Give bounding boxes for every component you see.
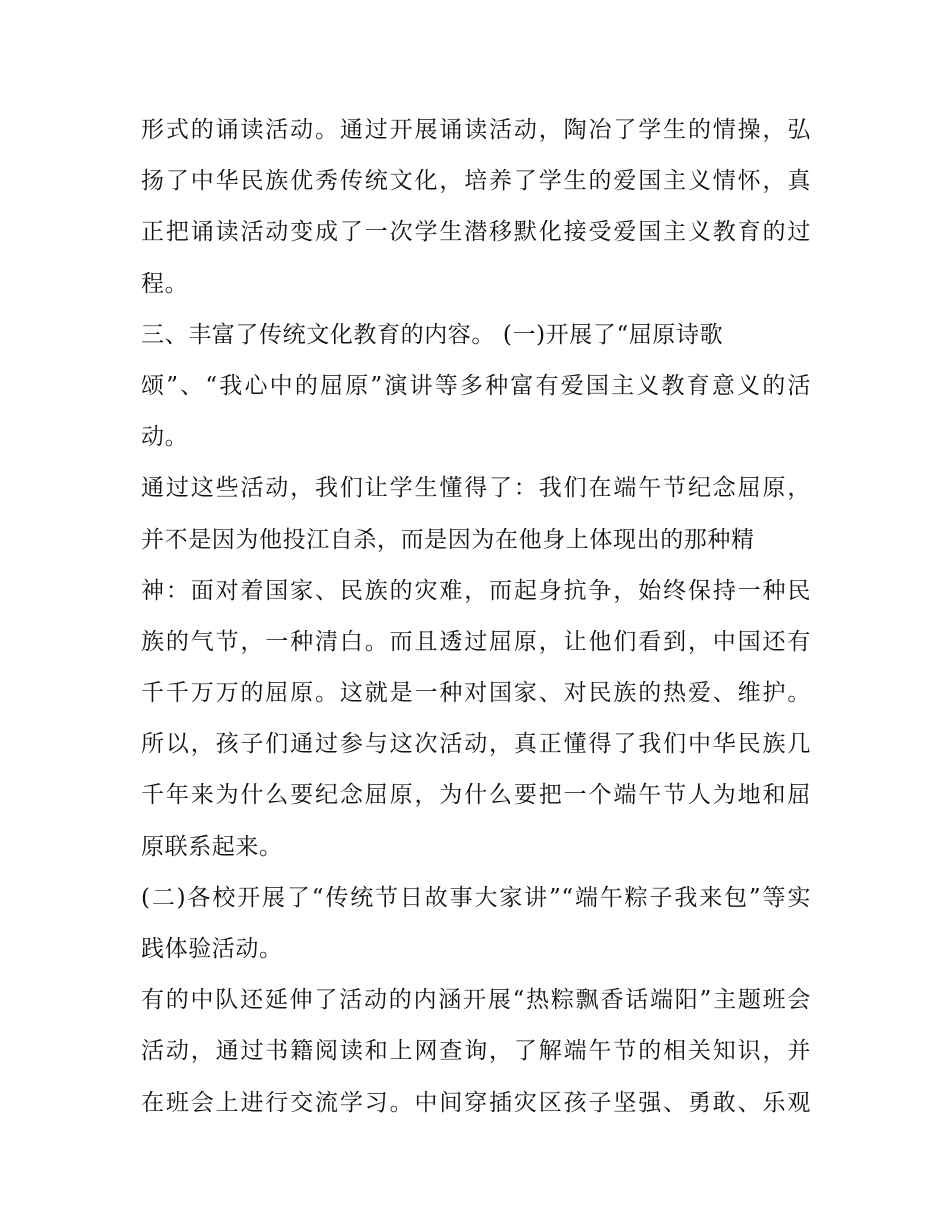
- text-line: 践体验活动。: [141, 936, 283, 962]
- text-line: 三、丰富了传统文化教育的内容。 (一)开展了“屈原诗歌: [141, 321, 724, 348]
- text-line: 正把诵读活动变成了一次学生潜移默化接受爱国主义教育的过: [141, 219, 811, 246]
- text-line: 通过这些活动，我们让学生懂得了：我们在端午节纪念屈原，: [141, 475, 811, 502]
- text-line: 千年来为什么要纪念屈原，为什么要把一个端午节人为地和屈: [141, 782, 811, 809]
- text-line: 程。: [141, 270, 189, 297]
- text-line: 扬了中华民族优秀传统文化，培养了学生的爱国主义情怀，真: [141, 168, 811, 195]
- text-line: 千千万万的屈原。这就是一种对国家、对民族的热爱、维护。: [141, 680, 811, 707]
- text-line: 并不是因为他投江自杀，而是因为在他身上体现出的那种精: [141, 526, 755, 553]
- text-line: 颂”、“我心中的屈原”演讲等多种富有爱国主义教育意义的活: [141, 372, 811, 399]
- text-line: 神：面对着国家、民族的灾难，而起身抗争，始终保持一种民: [141, 577, 811, 604]
- text-line: 所以，孩子们通过参与这次活动，真正懂得了我们中华民族几: [141, 731, 811, 758]
- text-line: 动。: [141, 424, 189, 451]
- text-line: 族的气节，一种清白。而且透过屈原，让他们看到，中国还有: [141, 628, 811, 655]
- text-line: 形式的诵读活动。通过开展诵读活动，陶冶了学生的情操，弘: [141, 117, 811, 143]
- text-line: 原联系起来。: [141, 833, 283, 860]
- document-body: [141, 105, 811, 1129]
- text-line: 在班会上进行交流学习。中间穿插灾区孩子坚强、勇敢、乐观: [141, 1089, 811, 1116]
- text-line: 有的中队还延伸了活动的内涵开展“热粽飘香话端阳”主题班会: [141, 987, 811, 1014]
- text-line: (二)各校开展了“传统节日故事大家讲”“端午粽子我来包”等实: [141, 884, 811, 911]
- text-line: 活动，通过书籍阅读和上网查询，了解端午节的相关知识，并: [141, 1038, 811, 1065]
